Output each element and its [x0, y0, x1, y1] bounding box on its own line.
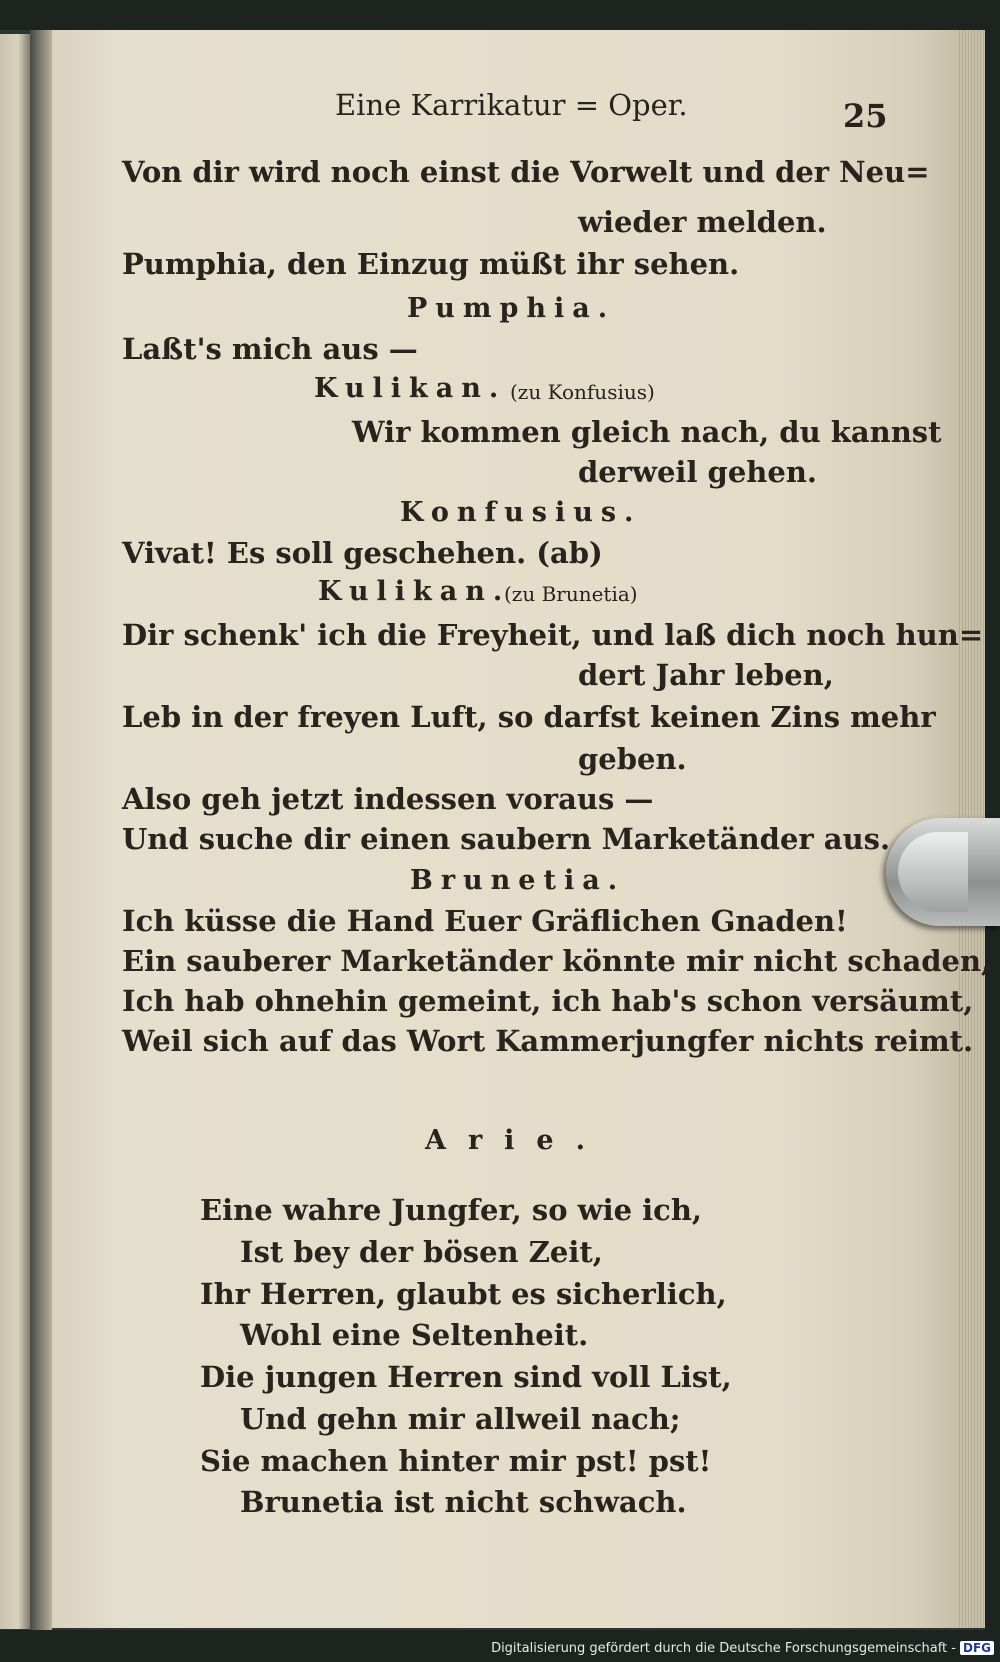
speaker-brunetia: Brunetia.	[410, 865, 626, 896]
speaker-konfusius: Konfusius.	[400, 497, 642, 528]
page-clip	[886, 818, 1000, 926]
stage-direction: (zu Brunetia)	[504, 582, 638, 606]
text-line: Weil sich auf das Wort Kammerjungfer nichts reimt.	[122, 1024, 974, 1058]
text-line: Dir schenk' ich die Freyheit, und laß dich noch hun=	[122, 618, 984, 652]
verse-line: Wohl eine Seltenheit.	[240, 1318, 589, 1352]
text-line: Ein sauberer Marketänder könnte mir nicht schaden,	[122, 944, 992, 978]
speaker-pumphia: Pumphia.	[407, 293, 616, 324]
speaker-kulikan: Kulikan.	[314, 373, 507, 404]
text-line: geben.	[578, 742, 687, 776]
verse-line: Eine wahre Jungfer, so wie ich,	[200, 1193, 703, 1227]
speaker-kulikan: Kulikan.	[318, 576, 511, 607]
text-line: dert Jahr leben,	[578, 658, 834, 692]
left-page-edge	[0, 34, 30, 1629]
clip-highlight	[898, 832, 968, 912]
verse-line: Sie machen hinter mir pst! pst!	[200, 1444, 712, 1478]
verse-line: Und gehn mir allweil nach;	[240, 1402, 681, 1436]
text-line: Wir kommen gleich nach, du kannst	[352, 415, 942, 449]
credit-text: Digitalisierung gefördert durch die Deutsche Forschungsgemeinschaft -	[491, 1641, 956, 1656]
verse-line: Brunetia ist nicht schwach.	[240, 1485, 687, 1519]
book-gutter	[30, 30, 52, 1630]
page-number: 25	[843, 97, 888, 135]
text-line: derweil gehen.	[578, 455, 817, 489]
verse-line: Ihr Herren, glaubt es sicherlich,	[200, 1277, 727, 1311]
text-line: Und suche dir einen saubern Marketänder aus.	[122, 822, 891, 856]
text-line: Ich hab ohnehin gemeint, ich hab's schon versäumt,	[122, 984, 974, 1018]
stage-direction: (zu Konfusius)	[510, 380, 655, 404]
verse-line: Ist bey der bösen Zeit,	[240, 1235, 603, 1269]
verse-line: Die jungen Herren sind voll List,	[200, 1360, 732, 1394]
aria-heading: Arie.	[425, 1125, 608, 1156]
text-line: Also geh jetzt indessen voraus —	[122, 782, 654, 816]
text-line: Leb in der freyen Luft, so darfst keinen Zins mehr	[122, 700, 936, 734]
text-line: Vivat! Es soll geschehen. (ab)	[122, 536, 603, 570]
digitization-credit	[491, 1641, 994, 1656]
text-line: Pumphia, den Einzug müßt ihr sehen.	[122, 247, 740, 281]
text-line: Laßt's mich aus —	[122, 332, 418, 366]
text-line: wieder melden.	[578, 205, 827, 239]
running-head: Eine Karrikatur = Oper.	[335, 88, 688, 122]
text-line: Ich küsse die Hand Euer Gräflichen Gnaden!	[122, 904, 848, 938]
dfg-logo-icon: DFG	[960, 1641, 994, 1655]
text-line: Von dir wird noch einst die Vorwelt und der Neu=	[122, 155, 930, 189]
